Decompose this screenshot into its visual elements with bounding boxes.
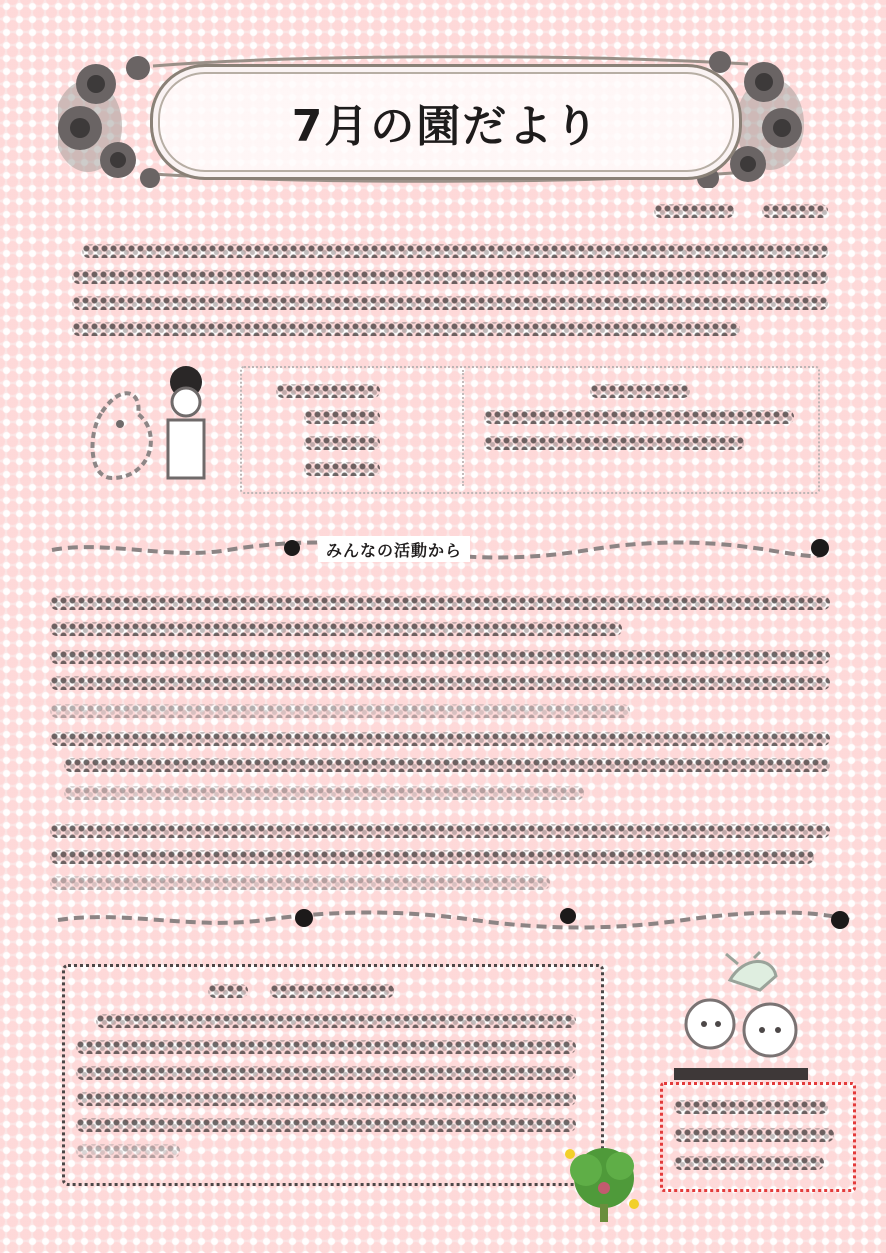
section-rule [54, 906, 854, 934]
text-line [50, 676, 830, 690]
event-line [590, 384, 690, 398]
text-line [674, 1100, 828, 1114]
heart-icon [295, 909, 313, 927]
title-plate [150, 64, 742, 180]
event-line [484, 436, 744, 450]
rose-cluster-icon [58, 56, 160, 188]
notice-title-line [208, 984, 248, 998]
text-line [50, 824, 830, 838]
section-title-wrap [318, 536, 470, 562]
event-line [304, 410, 380, 424]
text-line [72, 296, 828, 310]
text-line [50, 732, 830, 746]
text-line [72, 322, 740, 336]
text-line [64, 786, 584, 800]
text-line [674, 1128, 834, 1142]
event-line [484, 410, 794, 424]
text-line [64, 758, 830, 772]
text-line [674, 1156, 824, 1170]
text-line [76, 1066, 576, 1080]
text-line [50, 876, 550, 890]
text-line [50, 850, 814, 864]
heart-icon [560, 908, 576, 924]
child-illustration-icon [82, 362, 222, 486]
event-line [304, 462, 380, 476]
page-title: 7月の園だより [291, 101, 601, 152]
event-line [276, 384, 380, 398]
text-line [76, 1144, 180, 1158]
text-line [50, 622, 622, 636]
children-illustration-icon [664, 950, 814, 1082]
section-title: みんなの活動から [326, 540, 463, 560]
issue-meta-line [762, 204, 828, 218]
heart-icon [811, 539, 829, 557]
event-box-divider [462, 370, 464, 486]
text-line [50, 650, 830, 664]
text-line [50, 596, 830, 610]
heart-icon [831, 911, 849, 929]
event-line [304, 436, 380, 450]
text-line [96, 1014, 576, 1028]
issue-meta-line [654, 204, 734, 218]
text-line [50, 704, 630, 718]
text-line [72, 270, 828, 284]
text-line [82, 244, 828, 258]
tree-icon [560, 1140, 646, 1224]
notice-title-line [270, 984, 394, 998]
text-line [76, 1040, 576, 1054]
text-line [76, 1118, 576, 1132]
text-line [76, 1092, 576, 1106]
heart-icon [284, 540, 300, 556]
